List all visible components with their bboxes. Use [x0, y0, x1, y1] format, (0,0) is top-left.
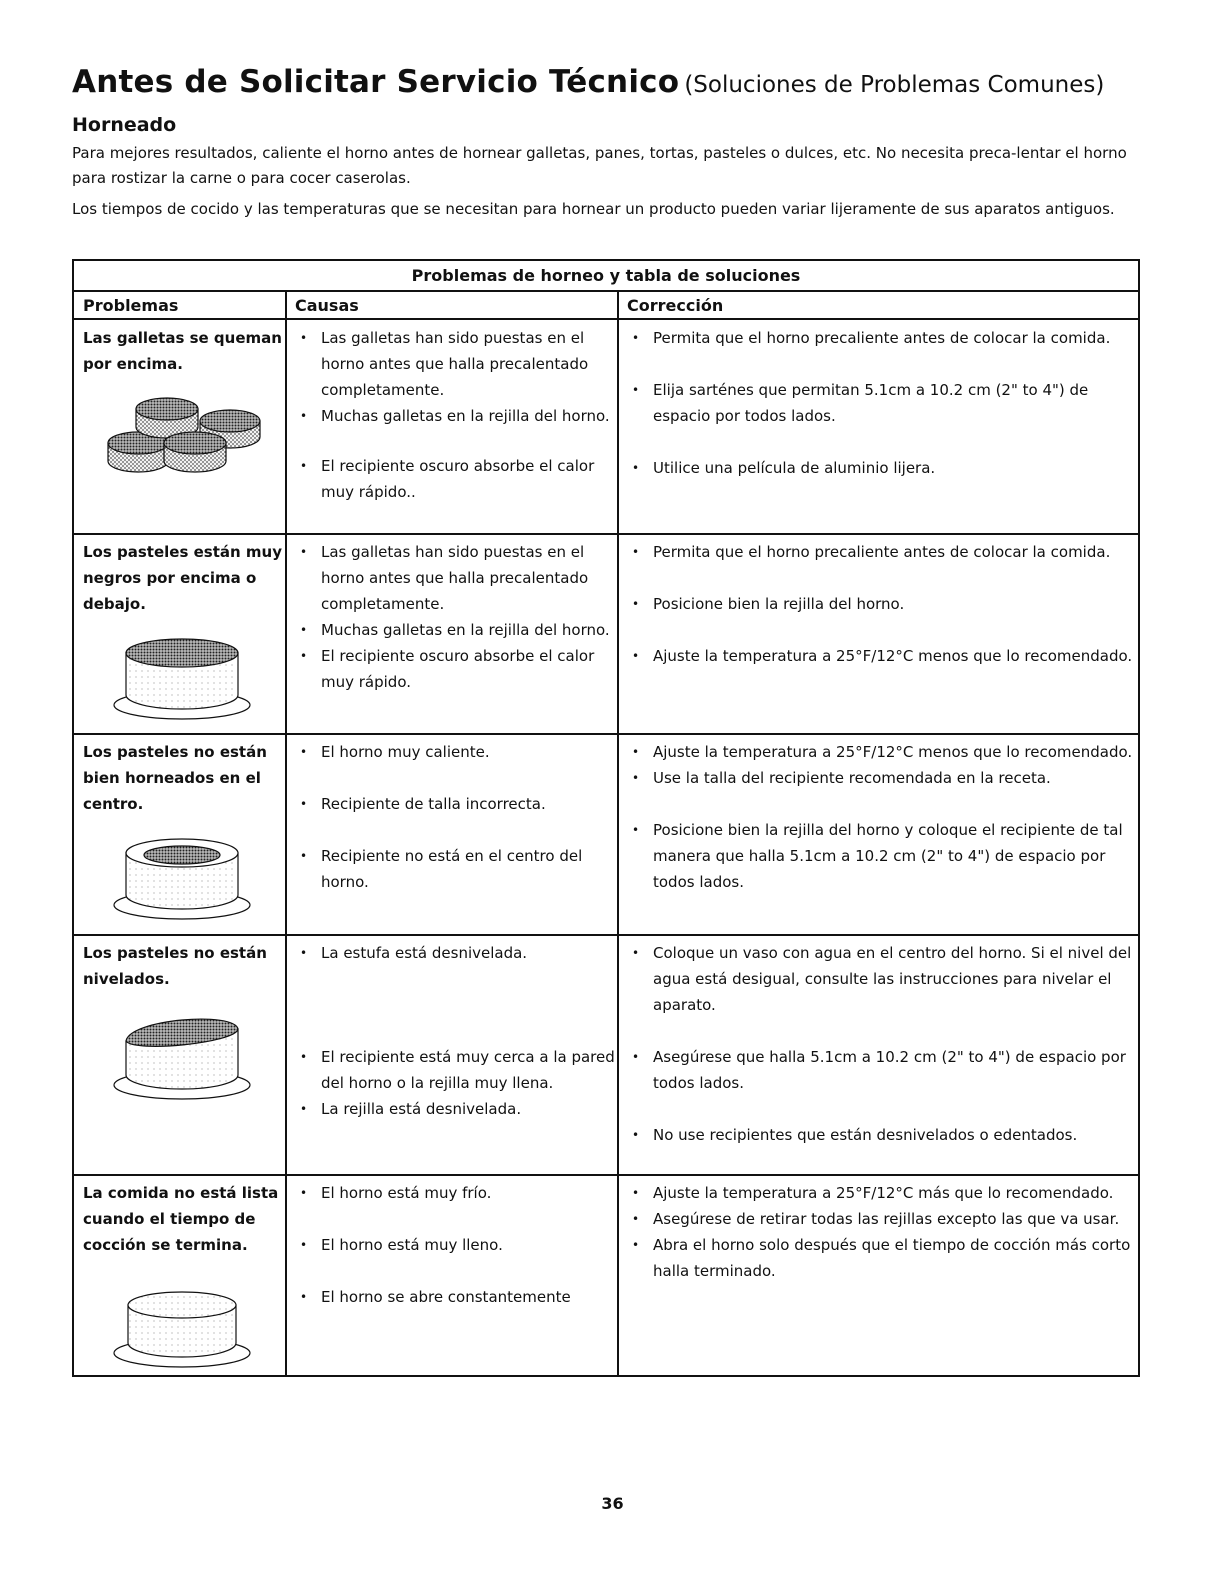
page-title-main: Antes de Solicitar Servicio Técnico: [72, 64, 680, 100]
correction-item: • Abra el horno solo después que el tiempo de cocción más corto halla terminado.: [627, 1232, 1137, 1284]
table-row-causes: [295, 325, 615, 505]
correction-item: • Posicione bien la rejilla del horno y coloque el recipiente de tal manera que halla 5.1cm a 10.2 cm (2" to 4") de espacio por todos lados.: [627, 817, 1137, 895]
correction-item: • Permita que el horno precaliente antes de colocar la comida.: [627, 325, 1137, 351]
cause-item: • El recipiente oscuro absorbe el calor muy rápido.: [295, 643, 615, 695]
table-row-problem: Los pasteles no están bien horneados en el centro.: [83, 743, 267, 813]
column-divider: [617, 290, 619, 1375]
table-row-corrections: [627, 739, 1137, 895]
table-row-corrections: [627, 325, 1137, 481]
cause-item: • El horno está muy lleno.: [295, 1232, 615, 1258]
cause-item: • Las galletas han sido puestas en el horno antes que halla precalentado completamente.: [295, 325, 615, 403]
cause-item: • El horno muy caliente.: [295, 739, 615, 765]
table-row-problem: La comida no está lista cuando el tiempo de cocción se termina.: [83, 1184, 279, 1254]
table-row-causes: [295, 739, 615, 895]
cause-item: • El horno se abre constantemente: [295, 1284, 615, 1310]
cause-item: • Muchas galletas en la rejilla del horno.: [295, 403, 615, 429]
cause-item: • La rejilla está desnivelada.: [295, 1096, 615, 1122]
column-header-correction: Corrección: [618, 290, 1138, 320]
cookies-icon: [96, 391, 271, 491]
cause-item: • El recipiente oscuro absorbe el calor muy rápido..: [295, 453, 615, 505]
correction-item: • Ajuste la temperatura a 25°F/12°C menos que lo recomendado.: [627, 643, 1137, 669]
correction-item: • Posicione bien la rejilla del horno.: [627, 591, 1137, 617]
table-row-causes: [295, 539, 615, 695]
cause-item: • La estufa está desnivelada.: [295, 940, 615, 966]
correction-item: • Permita que el horno precaliente antes de colocar la comida.: [627, 539, 1137, 565]
cause-item: • El recipiente está muy cerca a la pared del horno o la rejilla muy llena.: [295, 1044, 615, 1096]
cake-light-icon: [110, 1283, 255, 1371]
table-row-causes: [295, 1180, 615, 1310]
table-row-causes: [295, 940, 615, 1122]
correction-item: • Use la talla del recipiente recomendada en la receta.: [627, 765, 1137, 791]
correction-item: • Coloque un vaso con agua en el centro del horno. Si el nivel del agua está desigual, consulte las instrucciones para nivelar el aparato.: [627, 940, 1137, 1018]
table-row-corrections: [627, 1180, 1137, 1284]
cake-dark-icon: [110, 633, 255, 723]
correction-item: • Ajuste la temperatura a 25°F/12°C más que lo recomendado.: [627, 1180, 1137, 1206]
row-divider: [74, 934, 1138, 936]
table-row-corrections: [627, 539, 1137, 669]
table-row-problem: Los pasteles están muy negros por encima o debajo.: [83, 543, 282, 613]
cause-item: • Muchas galletas en la rejilla del horno.: [295, 617, 615, 643]
row-divider: [74, 733, 1138, 735]
column-header-causes: Causas: [286, 290, 618, 320]
intro-paragraph-2: Los tiempos de cocido y las temperaturas que se necesitan para hornear un producto pueden variar lijeramente de sus aparatos antiguos.: [72, 200, 1115, 218]
table-row-problem: Los pasteles no están nivelados.: [83, 944, 267, 988]
correction-item: • Asegúrese de retirar todas las rejillas excepto las que va usar.: [627, 1206, 1137, 1232]
row-divider: [74, 533, 1138, 535]
cake-tilted-icon: [110, 1013, 255, 1103]
cause-item: • Las galletas han sido puestas en el horno antes que halla precalentado completamente.: [295, 539, 615, 617]
intro-paragraph-1: Para mejores resultados, caliente el horno antes de hornear galletas, panes, tortas, pasteles o dulces, etc. No necesita preca-lentar el horno para rostizar la carne o para cocer caserolas.: [72, 144, 1127, 187]
cause-item: • Recipiente no está en el centro del horno.: [295, 843, 615, 895]
page-number: 36: [601, 1494, 624, 1513]
troubleshooting-table: [72, 259, 1140, 1377]
column-header-problems: Problemas: [74, 290, 286, 320]
correction-item: • Asegúrese que halla 5.1cm a 10.2 cm (2" to 4") de espacio por todos lados.: [627, 1044, 1137, 1096]
correction-item: • Elija sarténes que permitan 5.1cm a 10.2 cm (2" to 4") de espacio por todos lados.: [627, 377, 1137, 429]
column-divider: [285, 290, 287, 1375]
page-title: [72, 64, 1104, 100]
table-title: Problemas de horneo y tabla de soluciones: [74, 261, 1138, 292]
cause-item: • El horno está muy frío.: [295, 1180, 615, 1206]
page-title-subtitle: (Soluciones de Problemas Comunes): [684, 72, 1105, 98]
correction-item: • Utilice una película de aluminio lijera.: [627, 455, 1137, 481]
correction-item: • Ajuste la temperatura a 25°F/12°C menos que lo recomendado.: [627, 739, 1137, 765]
table-row-corrections: [627, 940, 1137, 1148]
table-row-problem: Las galletas se queman por encima.: [83, 329, 282, 373]
cause-item: • Recipiente de talla incorrecta.: [295, 791, 615, 817]
cake-sunken-icon: [110, 831, 255, 923]
correction-item: • No use recipientes que están desnivelados o edentados.: [627, 1122, 1137, 1148]
row-divider: [74, 1174, 1138, 1176]
section-heading: Horneado: [72, 114, 177, 136]
